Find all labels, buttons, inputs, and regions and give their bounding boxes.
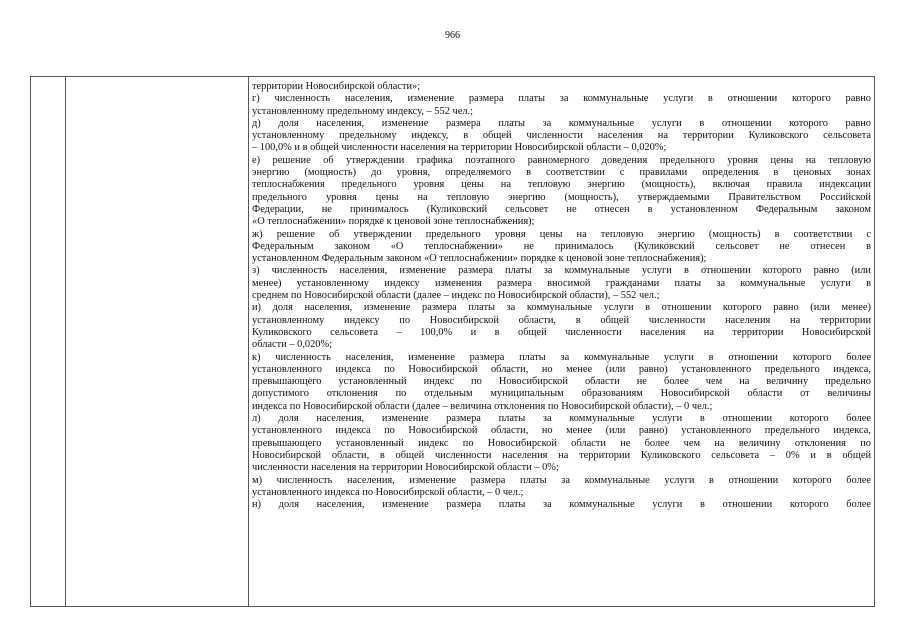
text-line: области – 0,020%; (252, 339, 333, 351)
text-line: ж) решение об утверждении предельного уровня цены на тепловую энергию (мощность) в соответствии с (252, 228, 871, 240)
text-line: «О теплоснабжении» порядке к ценовой зоне теплоснабжения); (252, 216, 535, 228)
text-line: предельного уровня цены на тепловую энергию (мощность), утверждаемыми Правительством Российской (252, 191, 871, 203)
text-line: Новосибирской области, в общей численности населения на территории Куликовского сельсовета – 0% и в общей (252, 449, 871, 461)
text-line: г) численность населения, изменение размера платы за коммунальные услуги в отношении которого равно (252, 93, 871, 105)
text-line: теплоснабжения предельного уровня цены на тепловую энергию (мощность), включая правила индексации (252, 179, 871, 191)
text-line: превышающего установленный индекс по Новосибирской области не более чем на величину предельно (252, 376, 871, 388)
text-line: территории Новосибирской области»; (252, 81, 421, 92)
text-line: л) доля населения, изменение размера платы за коммунальные услуги в отношении которого более (252, 413, 871, 425)
table-column-number (31, 77, 66, 606)
text-line: Куликовского сельсовета – 100,0% и в общей численности населения на территории Новосибирской (252, 326, 871, 338)
text-line: установленному индексу по Новосибирской области, в общей численности населения на территории (252, 314, 871, 326)
text-line: среднем по Новосибирской области (далее – индекс по Новосибирской области), – 552 чел.; (252, 290, 660, 302)
text-line: е) решение об утверждении графика поэтапного равномерного доведения предельного уровня цены на тепловую (252, 154, 871, 166)
text-line: Федеральным законом «О теплоснабжении» не принималось (Куликовский сельсовет не отнесен в (252, 240, 871, 252)
table-column-name (66, 77, 249, 606)
text-line: менее) установленному индексу изменения размера вносимой гражданами платы за коммунальные услуги в (252, 277, 871, 289)
text-line: индекса по Новосибирской области (далее – величина отклонения по Новосибирской области), – 0 чел.; (252, 400, 713, 412)
page-number: 966 (445, 30, 460, 41)
text-line: установленном Федеральным законом «О теплоснабжении» порядке к ценовой зоне теплоснабжения); (252, 253, 707, 265)
document-table (30, 76, 875, 607)
text-line: Федерации, не принималось (Куликовский сельсовет не отнесен в установленном Федеральным законом (252, 203, 871, 215)
text-line: численности населения на территории Новосибирской области – 0%; (252, 462, 559, 474)
text-line: з) численность населения, изменение размера платы за коммунальные услуги в отношении которого равно (или (252, 265, 871, 277)
text-line: – 100,0% и в общей численности населения на территории Новосибирской области – 0,020%; (252, 142, 667, 154)
text-line: к) численность населения, изменение размера платы за коммунальные услуги в отношении которого более (252, 351, 871, 363)
text-line: допустимого отклонения по отдельным муниципальным образованиям Новосибирской области от величины (252, 388, 871, 400)
text-line: установленному предельному индексу, в общей численности населения на территории Куликовского сельсовета (252, 130, 871, 142)
table-column-text (249, 77, 874, 606)
text-line: установленного индекса по Новосибирской области, но менее (или равно) установленного предельного индекса, (252, 425, 871, 437)
text-line: м) численность населения, изменение размера платы за коммунальные услуги в отношении которого более (252, 474, 871, 486)
text-line: установленного индекса по Новосибирской области, – 0 чел.; (252, 486, 524, 498)
text-line: н) доля населения, изменение размера платы за коммунальные услуги в отношении которого более (252, 499, 871, 511)
text-line: установленного индекса по Новосибирской области, но менее (или равно) установленного предельного индекса, (252, 363, 871, 375)
text-line: энергию (мощность) до уровня, определяемого в соответствии с правилами определения в ценовых зонах (252, 167, 871, 179)
text-line: установленному предельному индексу, – 552 чел.; (252, 105, 473, 117)
text-line: д) доля населения, изменение размера платы за коммунальные услуги в отношении которого равно (252, 117, 871, 129)
text-line: превышающего установленный индекс по Новосибирской области не более чем на величину отклонения по (252, 437, 871, 449)
text-line: и) доля населения, изменение размера платы за коммунальные услуги в отношении которого равно (или менее) (252, 302, 871, 314)
